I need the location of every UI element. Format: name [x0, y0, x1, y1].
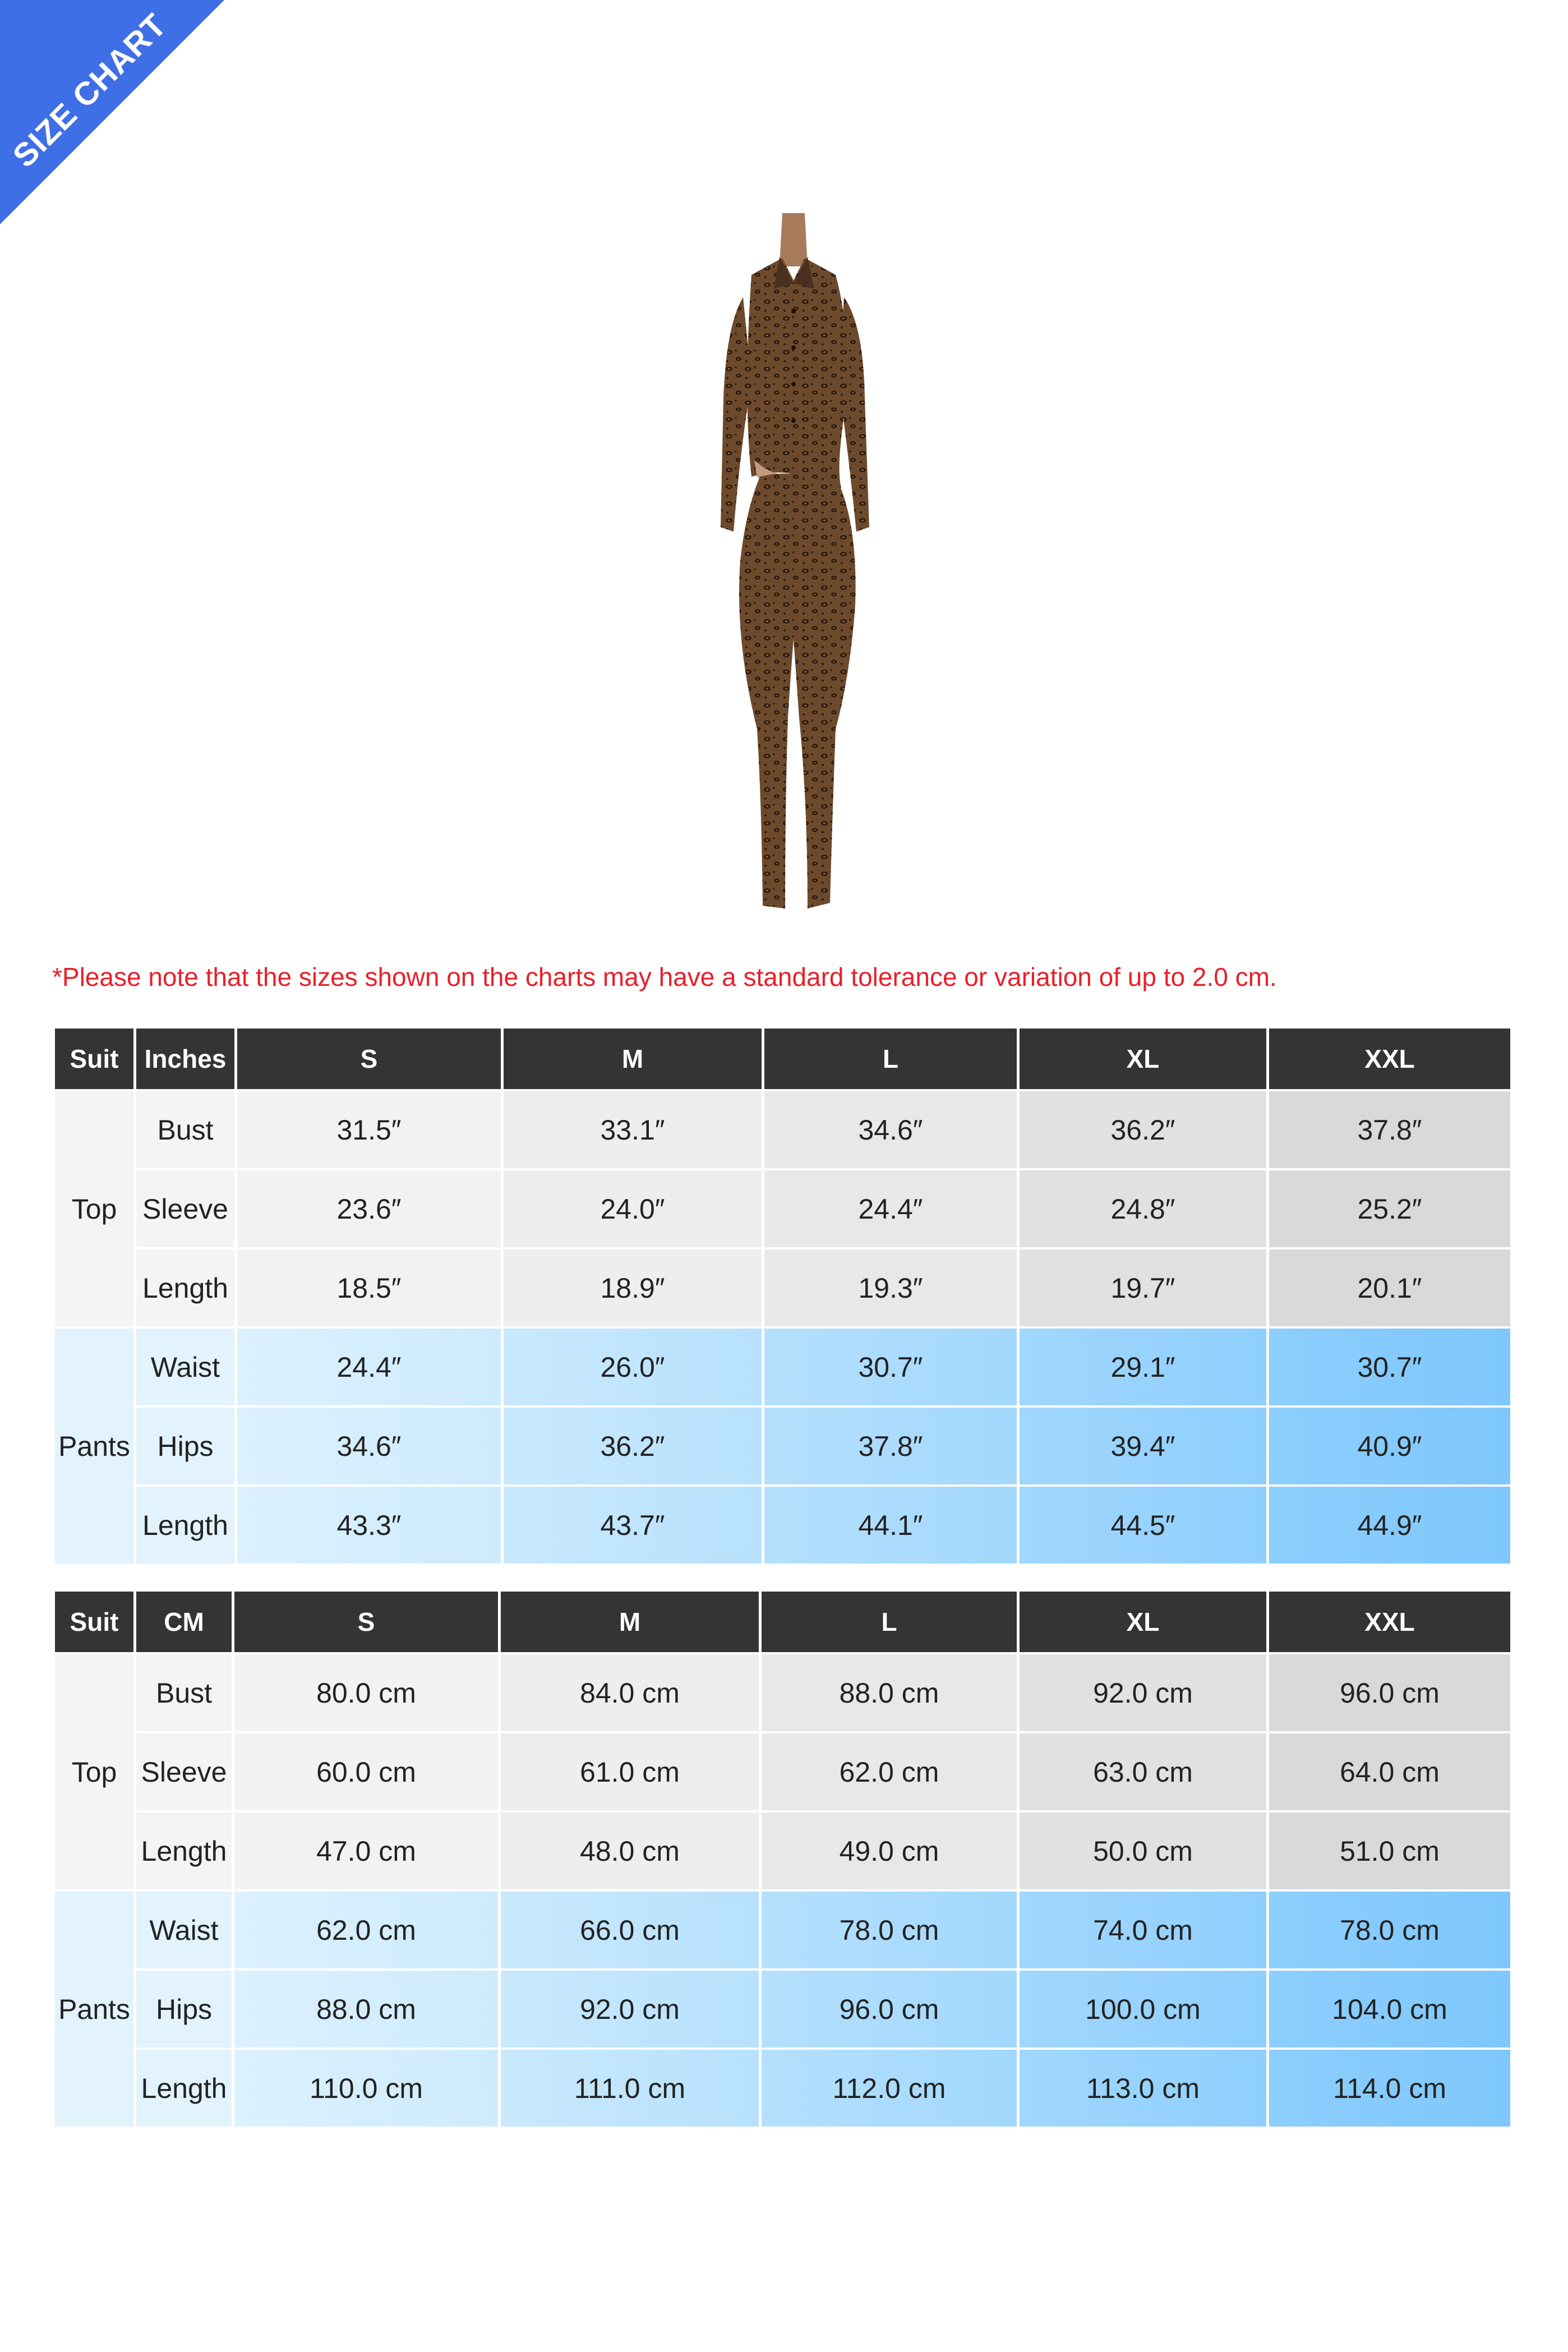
tolerance-note: *Please note that the sizes shown on the charts may have a standard tolerance or variation of up to 2.0 cm. [52, 962, 1277, 991]
table-cell: 30.7″ [764, 1329, 1017, 1405]
measure-label: Waist [136, 1892, 232, 1968]
table-row [55, 1971, 1510, 2047]
table-header-row [55, 1592, 1510, 1652]
table-cell: 50.0 cm [1020, 1813, 1266, 1889]
header-unit: CM [136, 1592, 232, 1652]
table-cell: 19.7″ [1020, 1249, 1266, 1326]
table-cell: 111.0 cm [501, 2050, 759, 2127]
measure-label: Bust [136, 1654, 232, 1731]
header-size-l: L [762, 1592, 1017, 1652]
table-cell: 18.9″ [504, 1249, 762, 1326]
table-cell: 36.2″ [504, 1408, 762, 1484]
table-cell: 31.5″ [237, 1091, 501, 1168]
table-cell: 37.8″ [1269, 1091, 1510, 1168]
table-cell: 61.0 cm [501, 1733, 759, 1810]
table-cell: 37.8″ [764, 1408, 1017, 1484]
table-row [55, 1733, 1510, 1810]
table-cell: 63.0 cm [1020, 1733, 1266, 1810]
header-size-m: M [501, 1592, 759, 1652]
measure-label: Hips [136, 1971, 232, 2047]
table-cell: 43.7″ [504, 1487, 762, 1564]
table-cell: 39.4″ [1020, 1408, 1266, 1484]
table-cell: 43.3″ [237, 1487, 501, 1564]
measure-label: Sleeve [136, 1170, 234, 1247]
measure-label: Waist [136, 1329, 234, 1405]
table-cell: 112.0 cm [762, 2050, 1017, 2127]
table-cell: 33.1″ [504, 1091, 762, 1168]
table-cell: 24.4″ [764, 1170, 1017, 1247]
table-cell: 78.0 cm [1269, 1892, 1510, 1968]
table-cell: 113.0 cm [1020, 2050, 1266, 2127]
table-cell: 26.0″ [504, 1329, 762, 1405]
table-row [55, 1249, 1510, 1326]
table-cell: 34.6″ [237, 1408, 501, 1484]
table-cell: 19.3″ [764, 1249, 1017, 1326]
measure-label: Sleeve [136, 1733, 232, 1810]
mannequin-neck [780, 213, 808, 266]
table-cell: 36.2″ [1020, 1091, 1266, 1168]
table-cell: 64.0 cm [1269, 1733, 1510, 1810]
shirt-body [748, 258, 847, 488]
table-cell: 96.0 cm [762, 1971, 1017, 2047]
inches-size-table [52, 1026, 1513, 1566]
header-unit: Inches [136, 1029, 234, 1089]
left-sleeve [721, 297, 751, 532]
table-cell: 24.8″ [1020, 1170, 1266, 1247]
measure-label: Hips [136, 1408, 234, 1484]
header-size-xl: XL [1020, 1029, 1266, 1089]
table-row [55, 1408, 1510, 1484]
table-cell: 44.5″ [1020, 1487, 1266, 1564]
measure-label: Bust [136, 1091, 234, 1168]
table-cell: 62.0 cm [762, 1733, 1017, 1810]
table-cell: 74.0 cm [1020, 1892, 1266, 1968]
table-cell: 18.5″ [237, 1249, 501, 1326]
table-cell: 51.0 cm [1269, 1813, 1510, 1889]
table-cell: 114.0 cm [1269, 2050, 1510, 2127]
table-cell: 92.0 cm [1020, 1654, 1266, 1731]
table-cell: 44.9″ [1269, 1487, 1510, 1564]
table-cell: 66.0 cm [501, 1892, 759, 1968]
table-cell: 96.0 cm [1269, 1654, 1510, 1731]
measure-label: Length [136, 1813, 232, 1889]
header-suit: Suit [55, 1029, 133, 1089]
table-cell: 100.0 cm [1020, 1971, 1266, 2047]
group-label-top: Top [55, 1091, 133, 1326]
cm-size-table [52, 1589, 1513, 2129]
table-cell: 84.0 cm [501, 1654, 759, 1731]
header-size-m: M [504, 1029, 762, 1089]
table-row [55, 1813, 1510, 1889]
table-cell: 23.6″ [237, 1170, 501, 1247]
table-cell: 60.0 cm [234, 1733, 498, 1810]
table-row [55, 1329, 1510, 1405]
measure-label: Length [136, 2050, 232, 2127]
table-cell: 88.0 cm [762, 1654, 1017, 1731]
table-cell: 80.0 cm [234, 1654, 498, 1731]
table-cell: 48.0 cm [501, 1813, 759, 1889]
product-image [667, 213, 920, 920]
group-label-top: Top [55, 1654, 133, 1889]
header-size-xxl: XXL [1269, 1592, 1510, 1652]
table-cell: 49.0 cm [762, 1813, 1017, 1889]
table-row [55, 1091, 1510, 1168]
table-cell: 88.0 cm [234, 1971, 498, 2047]
measure-label: Length [136, 1249, 234, 1326]
table-header-row [55, 1029, 1510, 1089]
table-cell: 24.0″ [504, 1170, 762, 1247]
table-row [55, 1170, 1510, 1247]
table-cell: 24.4″ [237, 1329, 501, 1405]
table-cell: 110.0 cm [234, 2050, 498, 2127]
table-cell: 30.7″ [1269, 1329, 1510, 1405]
group-label-pants: Pants [55, 1329, 133, 1564]
leggings [739, 473, 856, 908]
table-row [55, 1487, 1510, 1564]
table-cell: 44.1″ [764, 1487, 1017, 1564]
size-chart-badge-label: SIZE CHART [6, 6, 174, 175]
table-cell: 78.0 cm [762, 1892, 1017, 1968]
size-chart-badge [0, 0, 236, 236]
table-row [55, 1654, 1510, 1731]
header-size-s: S [234, 1592, 498, 1652]
header-size-xl: XL [1020, 1592, 1266, 1652]
table-cell: 20.1″ [1269, 1249, 1510, 1326]
header-size-l: L [764, 1029, 1017, 1089]
header-suit: Suit [55, 1592, 133, 1652]
table-cell: 62.0 cm [234, 1892, 498, 1968]
table-cell: 104.0 cm [1269, 1971, 1510, 2047]
table-cell: 92.0 cm [501, 1971, 759, 2047]
header-size-xxl: XXL [1269, 1029, 1510, 1089]
table-cell: 34.6″ [764, 1091, 1017, 1168]
table-cell: 29.1″ [1020, 1329, 1266, 1405]
table-row [55, 1892, 1510, 1968]
table-row [55, 2050, 1510, 2127]
table-cell: 25.2″ [1269, 1170, 1510, 1247]
group-label-pants: Pants [55, 1892, 133, 2127]
table-cell: 47.0 cm [234, 1813, 498, 1889]
header-size-s: S [237, 1029, 501, 1089]
table-cell: 40.9″ [1269, 1408, 1510, 1484]
measure-label: Length [136, 1487, 234, 1564]
